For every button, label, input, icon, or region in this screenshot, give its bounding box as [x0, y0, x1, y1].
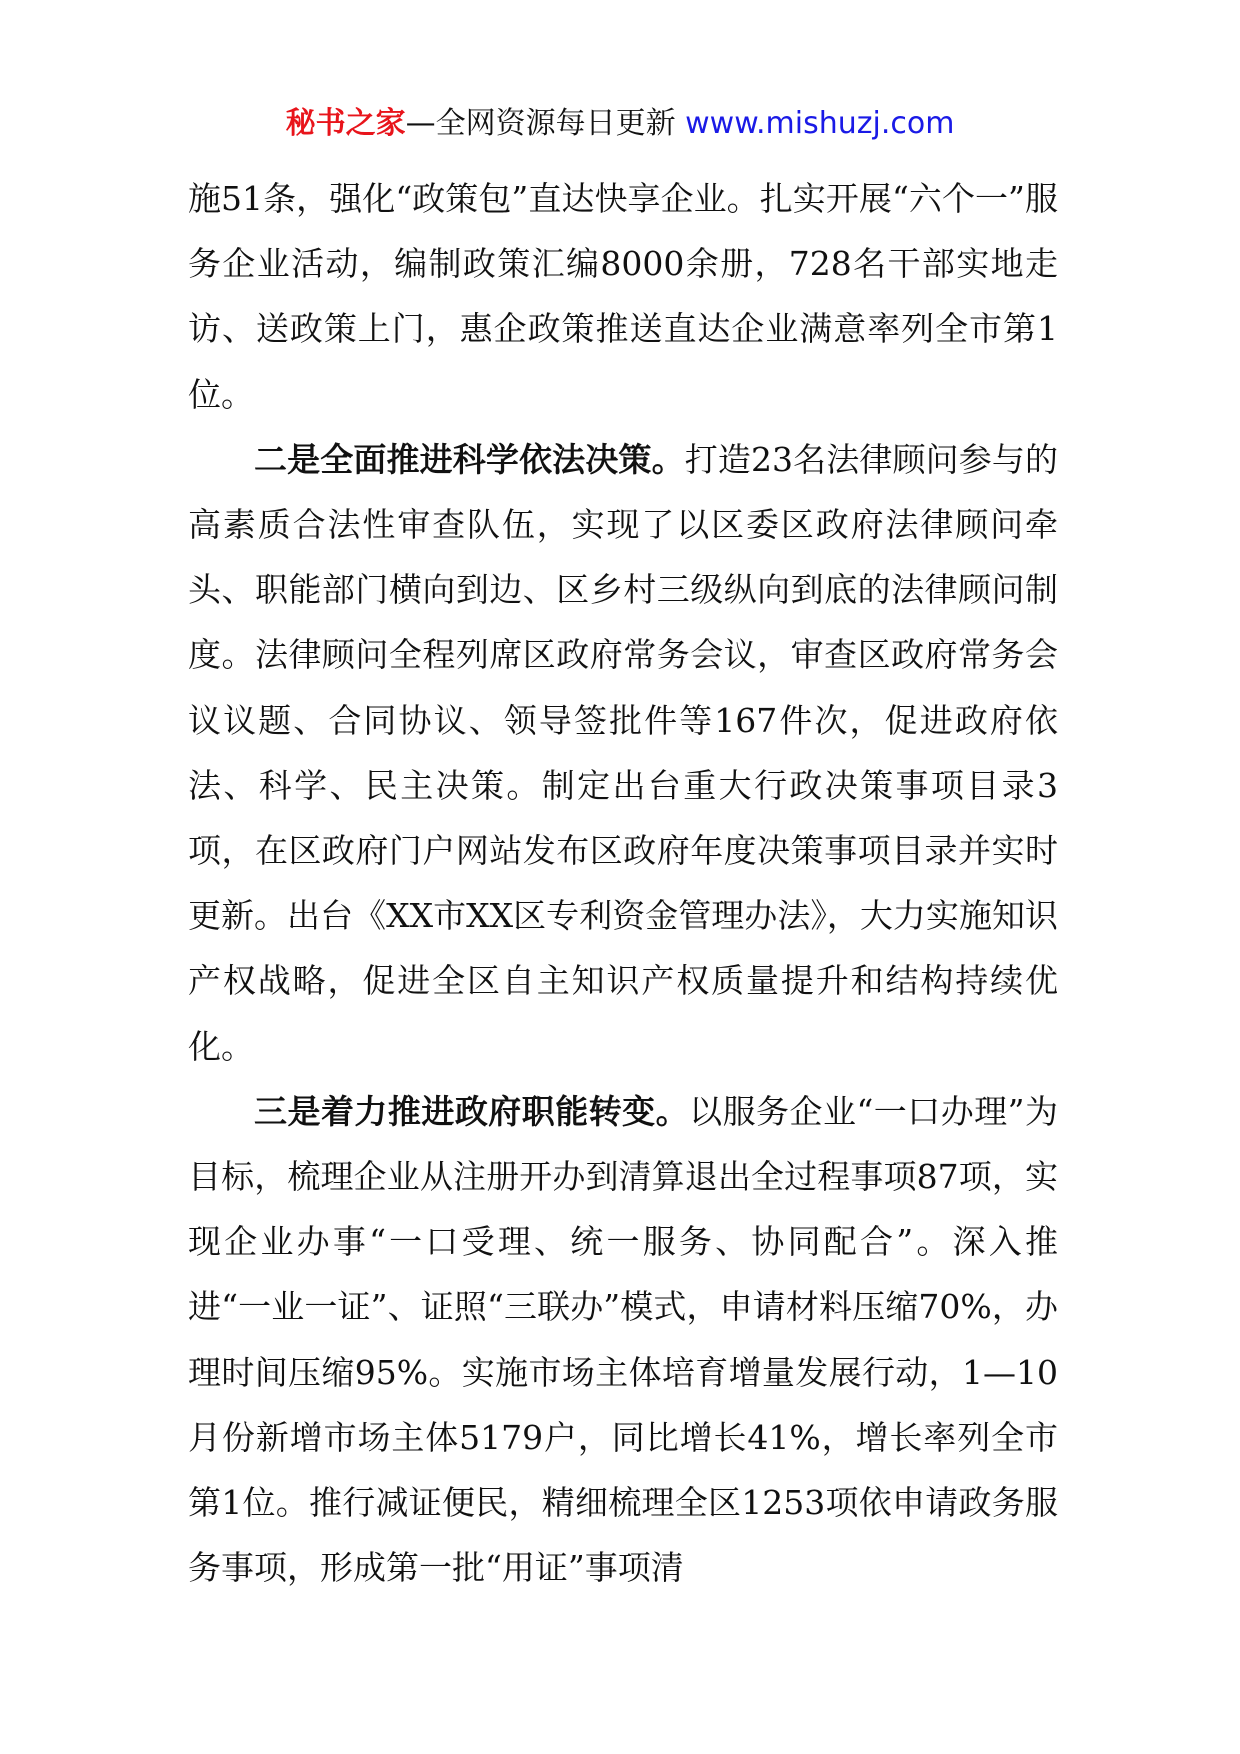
- paragraph-2-text: 打造23名法律顾问参与的高素质合法性审查队伍，实现了以区委区政府法律顾问牵头、职能部门横向到边、区乡村三级纵向到底的法律顾问制度。法律顾问全程列席区政府常务会议，审查区政府常务会议议题、合同协议、领导签批件等167件次，促进政府依法、科学、民主决策。制定出台重大行政决策事项目录3项，在区政府门户网站发布区政府年度决策事项目录并实时更新。出台《XX市XX区专利资金管理办法》，大力实施知识产权战略，促进全区自主知识产权质量提升和结构持续优化。: [188, 439, 1058, 1066]
- header-brand: 秘书之家: [285, 106, 406, 141]
- paragraph-2: [188, 427, 1058, 1079]
- document-body: [188, 166, 1058, 1600]
- paragraph-3-text: 以服务企业“一口办理”为目标，梳理企业从注册开办到清算退出全过程事项87项，实现企业办事“一口受理、统一服务、协同配合”。深入推进“一业一证”、证照“三联办”模式，申请材料压缩70%，办理时间压缩95%。实施市场主体培育增量发展行动，1—10月份新增市场主体5179户，同比增长41%，增长率列全市第1位。推行减证便民，精细梳理全区1253项依申请政务服务事项，形成第一批“用证”事项清: [188, 1091, 1058, 1588]
- header-tagline: —全网资源每日更新: [405, 106, 686, 141]
- header-url-link[interactable]: www.mishuzj.com: [685, 106, 955, 141]
- paragraph-1: [188, 166, 1058, 427]
- paragraph-2-heading: 二是全面推进科学依法决策。: [254, 439, 685, 479]
- paragraph-3-heading: 三是着力推进政府职能转变。: [254, 1091, 690, 1131]
- paragraph-3: [188, 1079, 1058, 1601]
- paragraph-1-text: 施51条，强化“政策包”直达快享企业。扎实开展“六个一”服务企业活动，编制政策汇编8000余册，728名干部实地走访、送政策上门，惠企政策推送直达企业满意率列全市第1位。: [188, 179, 1058, 414]
- page-header: [0, 102, 1240, 146]
